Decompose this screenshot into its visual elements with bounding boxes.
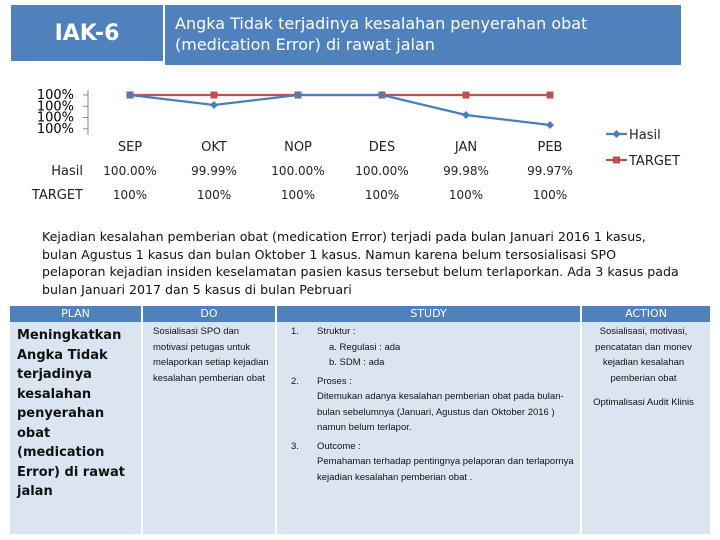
data-point-target bbox=[211, 92, 218, 99]
category-label: DES bbox=[368, 140, 396, 155]
table-row-label: TARGET bbox=[31, 188, 83, 203]
study-line: Pemahaman terhadap pentingnya pelaporan dan terlapornya kejadian kesalahan pemberian obat . bbox=[317, 456, 574, 483]
y-tick-label: 100% bbox=[36, 121, 74, 137]
study-line: b. SDM : ada bbox=[329, 357, 385, 368]
action-panel bbox=[582, 322, 710, 534]
table-cell-hasil: 99.98% bbox=[443, 164, 489, 178]
page-title: Angka Tidak terjadinya kesalahan penyerahan obat (medication Error) di rawat jalan bbox=[165, 5, 681, 65]
plot-background bbox=[88, 90, 592, 135]
do-panel bbox=[143, 322, 275, 534]
study-header: STUDY bbox=[277, 306, 580, 322]
study-line: Ditemukan adanya kesalahan pemberian obat pada bulan-bulan sebelumnya (Januari, Agustus dan Oktober 2016 ) namun belum terlapor. bbox=[317, 391, 564, 433]
pdsa-table bbox=[10, 306, 710, 534]
table-cell-target: 100% bbox=[532, 188, 568, 202]
table-cell-target: 100% bbox=[364, 188, 400, 202]
action-header: ACTION bbox=[582, 306, 710, 322]
study-item bbox=[277, 324, 574, 371]
indicator-badge: IAK-6 bbox=[11, 5, 163, 61]
study-item-body bbox=[317, 324, 574, 371]
legend bbox=[606, 128, 680, 169]
table-cell-hasil: 99.97% bbox=[527, 164, 573, 178]
study-line: Struktur : bbox=[317, 326, 356, 337]
study-item-number: 2. bbox=[291, 375, 299, 387]
study-line: Outcome : bbox=[317, 440, 361, 452]
study-panel bbox=[277, 322, 580, 534]
line-chart bbox=[0, 85, 720, 215]
y-axis-ticks bbox=[37, 88, 88, 137]
do-text: Sosialisasi SPO dan motivasi petugas untuk melaporkan setiap kejadian kesalahan pemberian obat bbox=[153, 326, 269, 384]
plan-panel bbox=[10, 322, 141, 534]
plan-header: PLAN bbox=[10, 306, 141, 322]
study-item-body bbox=[317, 374, 574, 436]
category-label: SEP bbox=[117, 140, 143, 155]
table-cell-hasil: 100.00% bbox=[271, 164, 325, 178]
y-tick-label: 100% bbox=[36, 88, 74, 103]
action-text-1: Sosialisasi, motivasi, pencatatan dan monev kejadian kesalahan pemberian obat bbox=[595, 326, 692, 384]
category-label: OKT bbox=[201, 140, 227, 155]
table-cell-target: 100% bbox=[448, 188, 484, 202]
legend-label: Hasil bbox=[629, 128, 661, 143]
plot-area bbox=[88, 90, 592, 135]
study-line: Proses : bbox=[317, 375, 352, 387]
study-item-number: 1. bbox=[291, 326, 299, 337]
action-text-2: Optimalisasi Audit Klinis bbox=[593, 397, 694, 408]
table-cell-hasil: 100.00% bbox=[355, 164, 409, 178]
legend-marker bbox=[613, 130, 621, 138]
table-cell-target: 100% bbox=[112, 188, 148, 202]
y-tick-label: 100% bbox=[36, 99, 74, 115]
y-tick-label: 100% bbox=[36, 110, 74, 126]
table-cell-hasil: 100.00% bbox=[103, 164, 157, 178]
study-item bbox=[277, 439, 574, 486]
analysis-paragraph: Kejadian kesalahan pemberian obat (medication Error) terjadi pada bulan Januari 2016 1 kasus, bulan Agustus 1 kasus dan bulan Oktober 1 kasus. Namun karena belum tersosialisasi SPO pelaporan kejadian insiden keselamatan pasien kasus tersebut belum terlaporkan. Ada 3 kasus pada bulan Januari 2017 dan 5 kasus di bulan Pebruari bbox=[42, 229, 679, 297]
data-point-target bbox=[547, 92, 554, 99]
study-item-number: 3. bbox=[291, 440, 299, 452]
table-cell-target: 100% bbox=[196, 188, 232, 202]
study-line: a. Regulasi : ada bbox=[329, 341, 401, 353]
do-header: DO bbox=[143, 306, 275, 322]
plan-text: Meningkatkan Angka Tidak terjadinya kesalahan penyerahan obat (medication Error) di rawat jalan bbox=[17, 328, 125, 499]
data-point-target bbox=[463, 92, 470, 99]
study-list bbox=[277, 322, 580, 485]
study-item-body bbox=[317, 439, 574, 486]
category-label: NOP bbox=[284, 140, 312, 155]
legend-label: TARGET bbox=[629, 154, 681, 169]
study-item bbox=[277, 374, 574, 436]
table-row-label: Hasil bbox=[51, 164, 83, 179]
table-cell-target: 100% bbox=[280, 188, 316, 202]
category-label: JAN bbox=[454, 140, 478, 155]
table-cell-hasil: 99.99% bbox=[191, 164, 237, 178]
legend-marker bbox=[613, 157, 620, 164]
category-label: PEB bbox=[537, 140, 563, 155]
data-table bbox=[31, 140, 573, 203]
